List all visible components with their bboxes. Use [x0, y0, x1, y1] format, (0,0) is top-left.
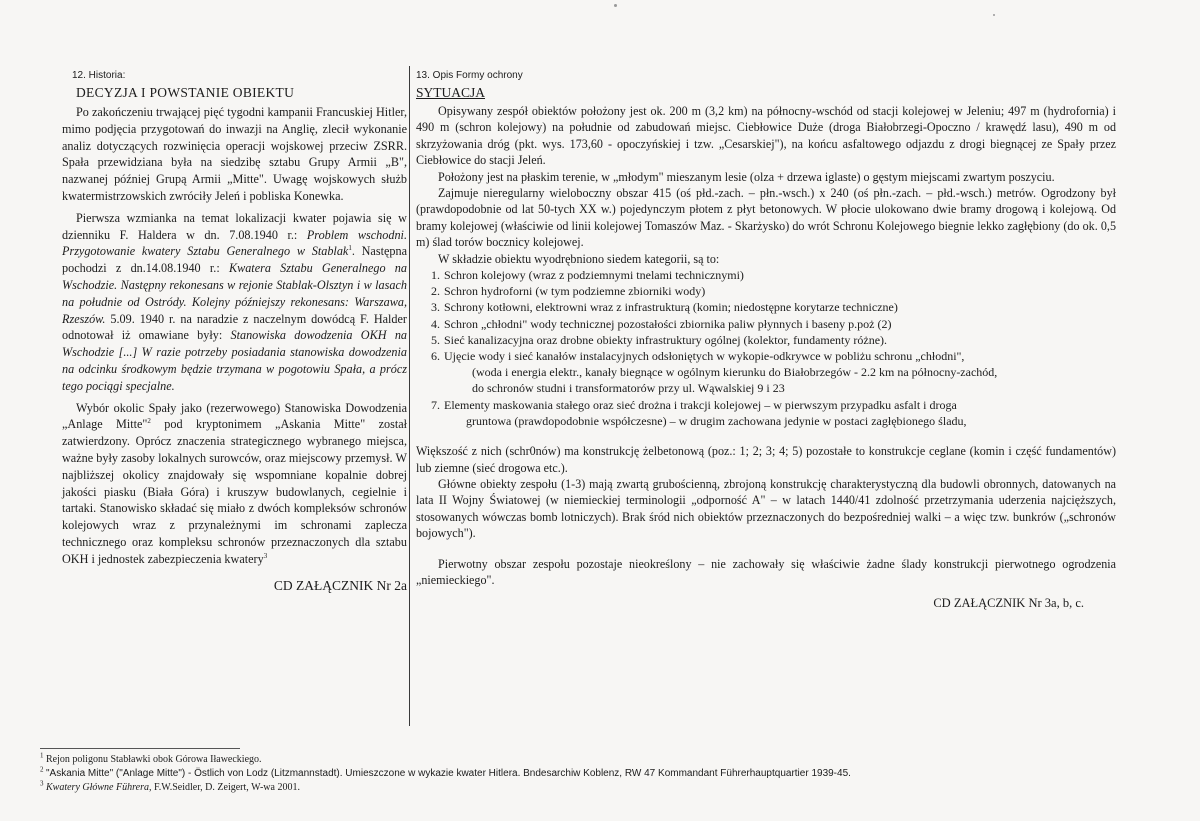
list-item-continuation: (woda i energia elektr., kanały biegnące w ogólnym kierunku do Białobrzegów - 2.2 km na północny-zachód,: [472, 365, 998, 380]
history-text: . Następna pochodzi z dn.14.08.1940 r.:: [62, 244, 407, 276]
situation-paragraph: Opisywany zespół obiektów położony jest ok. 200 m (3,2 km) na północny-wschód od stacji kolejowej w Jeleniu; 497 m (hydrofornia) i 490 m (schron kolejowy) na południe od zabudowań miejsc. Ciebłowice Duże (droga Białobrzegi-Opoczno / krawędź lasu), 490 m od skrzyżowania dróg (pkt. wys. 173,60 - opoczyńskiej i tzw. „Cesarskiej"), na końcu asfaltowego odjazdu z drogi biegnącej ze Spały przez Ciebłowice do stacji Jeleń.: [416, 104, 1116, 168]
history-text: Pierwsza wzmianka na temat lokalizacji kwater pojawia się w dzienniku F. Haldera w dn. 7.08.1940 r.:: [62, 210, 407, 242]
situation-heading: SYTUACJA: [416, 85, 486, 100]
situation-paragraph: Pierwotny obszar zespołu pozostaje nieokreślony – nie zachowały się właściwie żadne ślady konstrukcji pierwotnego ogrodzenia „niemieckiego".: [416, 556, 1116, 587]
situation-paragraph: W składzie obiektu wyodrębniono siedem kategorii, są to:: [438, 251, 720, 266]
list-item: 7. Elementy maskowania stałego oraz sieć drożna i trakcji kolejowej – w pierwszym przypadku asfalt i droga: [431, 397, 957, 412]
history-paragraph: [62, 400, 407, 568]
footnote-ref: 3: [263, 551, 268, 560]
history-quote: Problem wschodni. Przygotowanie kwatery Sztabu Generalnego w Stablak: [62, 227, 407, 259]
list-item: 2. Schron hydroforni (w tym podziemne zbiorniki wody): [431, 284, 706, 299]
footnotes: [40, 753, 1180, 795]
history-text: Wybór okolic Spały jako (rezerwowego) Stanowiska Dowodzenia „Anlage Mitte": [62, 400, 407, 432]
list-item: 3. Schrony kotłowni, elektrowni wraz z infrastrukturą (komin; niedostępne korytarze techniczne): [431, 300, 898, 315]
history-quote: Stanowiska dowodzenia OKH na Wschodzie [...] W razie potrzeby posiadania stanowiska dowodzenia na odcinku środkowym będzie trzymana w pogotowiu Spała, a prócz tego pociągi specjalne.: [62, 328, 408, 393]
footnote-2: $^2$ "Askania Mitte" ("Anlage Mitte") - Östlich von Lodz (Litzmannstadt). Umieszczone w wykazie kwater Hitlera. Bndesarchiw Koblenz, RW 47 Kommandant Führerhauptquartier 1939-45.: [40, 765, 851, 779]
attachment-reference: CD ZAŁĄCZNIK Nr 2a: [273, 577, 407, 593]
situation-paragraph: Położony jest na płaskim terenie, w „młodym" mieszanym lesie (olza + drzewa iglaste) o gęstym miejscami zwartym poszyciu.: [438, 169, 1055, 184]
list-item-continuation: gruntowa (prawdopodobnie współczesne) – w drugim zachowana jedynie w postaci zagłębionego śladu,: [466, 413, 967, 428]
list-item-continuation: do schronów studni i transformatorów przy ul. Wąwalskiej 9 i 23: [472, 381, 785, 396]
section-label-protection: 13. Opis Formy ochrony: [416, 70, 523, 81]
list-item: 6. Ujęcie wody i sieć kanałów instalacyjnych odsłoniętych w wykopie-odkrywce w pobliżu schronu „chłodni",: [431, 349, 965, 364]
category-list: [416, 267, 1116, 429]
column-divider: [409, 66, 410, 726]
footnote-ref: 2: [147, 417, 151, 426]
scan-speck: [614, 4, 617, 7]
list-item: 5. Sieć kanalizacyjna oraz drobne obiekty infrastruktury ogólnej (kolektor, fundamenty różne).: [431, 332, 888, 347]
history-paragraph: [62, 210, 407, 395]
footnote-rule: [40, 748, 240, 749]
situation-paragraph: Zajmuje nieregularny wieloboczny obszar 415 (oś płd.-zach. – płn.-wsch.) x 240 (oś płn.-zach. – płd.-wsch.) metrów. Ogrodzony był (prawdopodobnie od lat 50-tych XX w.) pojedynczym płotem z płyt betonowych. W płocie ulokowano dwie bramy drogową i kolejową. Od bramy kolejowej (właściwie od linii kolejowej Tomaszów Maz. - Skarżysko) do wrót Schronu Kolejowego biegnie lekko zagłębiony (do ok. 0,5 m) ślad torów bocznicy kolejowej.: [416, 186, 1116, 250]
history-text: pod kryptonimem „Askania Mitte" został zatwierdzony. Oprócz znaczenia strategicznego wybranego miejsca, ważne były zasoby lokalnych surowców, oraz miejscowy przemysł. W najbliższej okolicy znajdowały się wspomniane kopalnie dobrej jakości piasku (Biała Góra) i kruszyw budowlanych, cegielnie i tartaki. Stanowisko składać się miało z dwóch kompleksów schronów kolejowych wraz z przynależnymi im schronami zaplecza technicznego oraz kompleksu schronów przeznaczonych dla sztabu OKH i jednostek zabezpieczenia kwatery: [62, 417, 407, 566]
list-item: 4. Schron „chłodni" wody technicznej pozostałości zbiornika paliw płynnych i baseny p.poż (2): [431, 316, 892, 331]
footnote-ref: 1: [348, 244, 352, 253]
history-paragraph: Po zakończeniu trwającej pięć tygodni kampanii Francuskiej Hitler, mimo podjęcia przygotowań do inwazji na Anglię, zlecił wykonanie analiz dotyczących rozwinięcia operacji wojskowej przeciw ZSRR. Spała przewidziana była na siedzibę sztabu Grupy Armii „B", nazwanej później Grupą Armii „Mitte". Uwagę wojskowych służb kwatermistrzowskich zwróciły Jeleń i pobliska Konewka.: [62, 105, 407, 203]
list-item: 1. Schron kolejowy (wraz z podziemnymi tnelami technicznymi): [431, 268, 744, 283]
footnote-1: $^1$ Rejon poligonu Stabławki obok Górowa Iławeckiego.: [40, 751, 262, 765]
history-column: [62, 70, 407, 594]
attachment-reference: CD ZAŁĄCZNIK Nr 3a, b, c.: [933, 596, 1084, 611]
history-quote: Kwatera Sztabu Generalnego na Wschodzie. Następny rekonesans w rejonie Stablak-Olsztyn i w lasach na południe od Ostródy. Kolejny późniejszy rekonesans: Warszawa, Rzeszów.: [62, 261, 407, 326]
history-heading: DECYZJA I POWSTANIE OBIEKTU: [76, 85, 295, 100]
situation-paragraph: Większość z nich (schr0nów) ma konstrukcję żelbetonową (poz.: 1; 2; 3; 4; 5) pozostałe to konstrukcje ceglane (komin i część fundamentów) lub ziemne (sieć drogowa etc.).: [416, 444, 1116, 475]
history-text: 5.09. 1940 r. na naradzie z naczelnym dowódcą F. Halder odnotował iż omawiane były:: [62, 311, 407, 343]
section-label-history: 12. Historia:: [72, 70, 126, 81]
situation-paragraph: Główne obiekty zespołu (1-3) mają zwartą grubościenną, zbrojoną konstrukcję charakterystyczną dla budowli obronnych, datowanych na lata II Wojny Światowej (w niemieckiej terminologii „odporność A" – w latach 1440/41 zdolność przetrzymania uderzenia najcięższych, stosowanych wówczas bomb lotniczych). Brak śród nich obiektów przeznaczonych do bezpośredniej walki – a więc tzw. bunkrów („schronów bojowych").: [416, 476, 1116, 541]
footnote-3: $^3$ Kwatery Główne Führera, F.W.Seidler, D. Zeigert, W-wa 2001.: [40, 779, 300, 793]
protection-column: [416, 70, 1116, 611]
scan-speck: [993, 14, 995, 16]
